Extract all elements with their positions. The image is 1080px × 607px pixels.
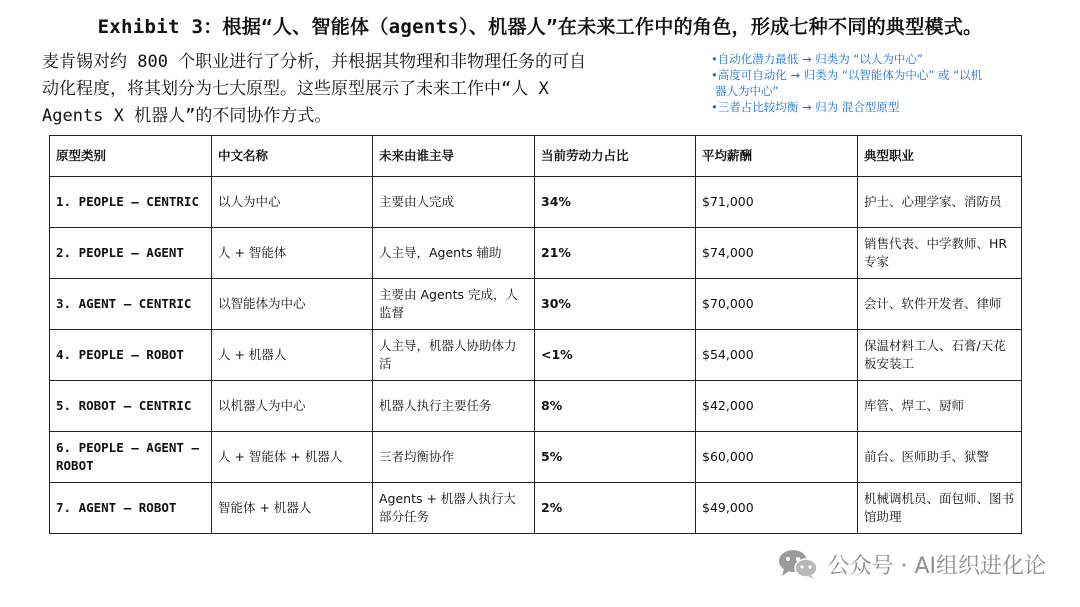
lead-cell: 机器人执行主要任务 — [373, 381, 535, 432]
lead-cell: 三者均衡协作 — [373, 432, 535, 483]
workforce-share-cell: <1% — [535, 330, 696, 381]
exhibit-title: Exhibit 3：根据“人、智能体（agents）、机器人”在未来工作中的角色，形成七种不同的典型模式。 — [97, 16, 983, 38]
chinese-name-cell: 人 + 智能体 + 机器人 — [212, 432, 373, 483]
occupations-cell: 护士、心理学家、消防员 — [858, 177, 1022, 228]
salary-cell: $70,000 — [696, 279, 858, 330]
watermark-text: 公众号 · AI组织进化论 — [827, 553, 1046, 579]
column-header: 原型类别 — [50, 136, 212, 177]
chinese-name-cell: 智能体 + 机器人 — [212, 483, 373, 534]
classification-notes — [711, 51, 1071, 115]
column-header: 中文名称 — [212, 136, 373, 177]
salary-cell: $54,000 — [696, 330, 858, 381]
archetype-cell: 5. ROBOT – CENTRIC — [50, 381, 212, 432]
note-line: •自动化潜力最低 → 归类为 “以人为中心” — [711, 52, 923, 66]
archetype-cell: 7. AGENT – ROBOT — [50, 483, 212, 534]
table-row — [50, 381, 1022, 432]
occupations-cell: 保温材料工人、石膏/天花板安装工 — [858, 330, 1022, 381]
table-row — [50, 432, 1022, 483]
workforce-share-cell: 21% — [535, 228, 696, 279]
archetype-cell: 1. PEOPLE – CENTRIC — [50, 177, 212, 228]
workforce-share-cell: 30% — [535, 279, 696, 330]
chinese-name-cell: 以机器人为中心 — [212, 381, 373, 432]
note-line: •三者占比较均衡 → 归为 混合型原型 — [711, 100, 900, 114]
intro-line: 麦肯锡对约 800 个职业进行了分析，并根据其物理和非物理任务的可自 — [42, 52, 587, 72]
note-line: 器人为中心” — [715, 84, 779, 98]
column-header: 典型职业 — [858, 136, 1022, 177]
chinese-name-cell: 人 + 机器人 — [212, 330, 373, 381]
workforce-share-cell: 34% — [535, 177, 696, 228]
occupations-cell: 机械调机员、面包师、图书馆助理 — [858, 483, 1022, 534]
chinese-name-cell: 人 + 智能体 — [212, 228, 373, 279]
watermark — [777, 548, 1046, 580]
archetype-cell: 4. PEOPLE – ROBOT — [50, 330, 212, 381]
intro-line: Agents X 机器人”的不同协作方式。 — [42, 106, 332, 126]
workforce-share-cell: 2% — [535, 483, 696, 534]
workforce-share-cell: 8% — [535, 381, 696, 432]
archetype-cell: 2. PEOPLE – AGENT — [50, 228, 212, 279]
workforce-share-cell: 5% — [535, 432, 696, 483]
lead-cell: 主要由 Agents 完成，人监督 — [373, 279, 535, 330]
intro-line: 动化程度，将其划分为七大原型。这些原型展示了未来工作中“人 X — [42, 79, 549, 99]
lead-cell: Agents + 机器人执行大部分任务 — [373, 483, 535, 534]
archetype-cell: 6. PEOPLE – AGENT – ROBOT — [50, 432, 212, 483]
table-row — [50, 483, 1022, 534]
salary-cell: $74,000 — [696, 228, 858, 279]
salary-cell: $42,000 — [696, 381, 858, 432]
salary-cell: $71,000 — [696, 177, 858, 228]
table-row — [50, 177, 1022, 228]
column-header: 未来由谁主导 — [373, 136, 535, 177]
chinese-name-cell: 以人为中心 — [212, 177, 373, 228]
table-row — [50, 330, 1022, 381]
note-line: •高度可自动化 → 归类为 “以智能体为中心” 或 “以机 — [711, 68, 983, 82]
occupations-cell: 库管、焊工、厨师 — [858, 381, 1022, 432]
chinese-name-cell: 以智能体为中心 — [212, 279, 373, 330]
occupations-cell: 销售代表、中学教师、HR 专家 — [858, 228, 1022, 279]
occupations-cell: 会计、软件开发者、律师 — [858, 279, 1022, 330]
column-header: 平均薪酬 — [696, 136, 858, 177]
archetype-cell: 3. AGENT – CENTRIC — [50, 279, 212, 330]
occupations-cell: 前台、医师助手、狱警 — [858, 432, 1022, 483]
lead-cell: 主要由人完成 — [373, 177, 535, 228]
table-row — [50, 279, 1022, 330]
lead-cell: 人主导，机器人协助体力活 — [373, 330, 535, 381]
lead-cell: 人主导，Agents 辅助 — [373, 228, 535, 279]
archetype-table — [49, 135, 1022, 534]
salary-cell: $49,000 — [696, 483, 858, 534]
column-header: 当前劳动力占比 — [535, 136, 696, 177]
table-header-row — [50, 136, 1022, 177]
wechat-icon — [777, 548, 819, 580]
intro-paragraph — [42, 49, 682, 130]
salary-cell: $60,000 — [696, 432, 858, 483]
table-row — [50, 228, 1022, 279]
